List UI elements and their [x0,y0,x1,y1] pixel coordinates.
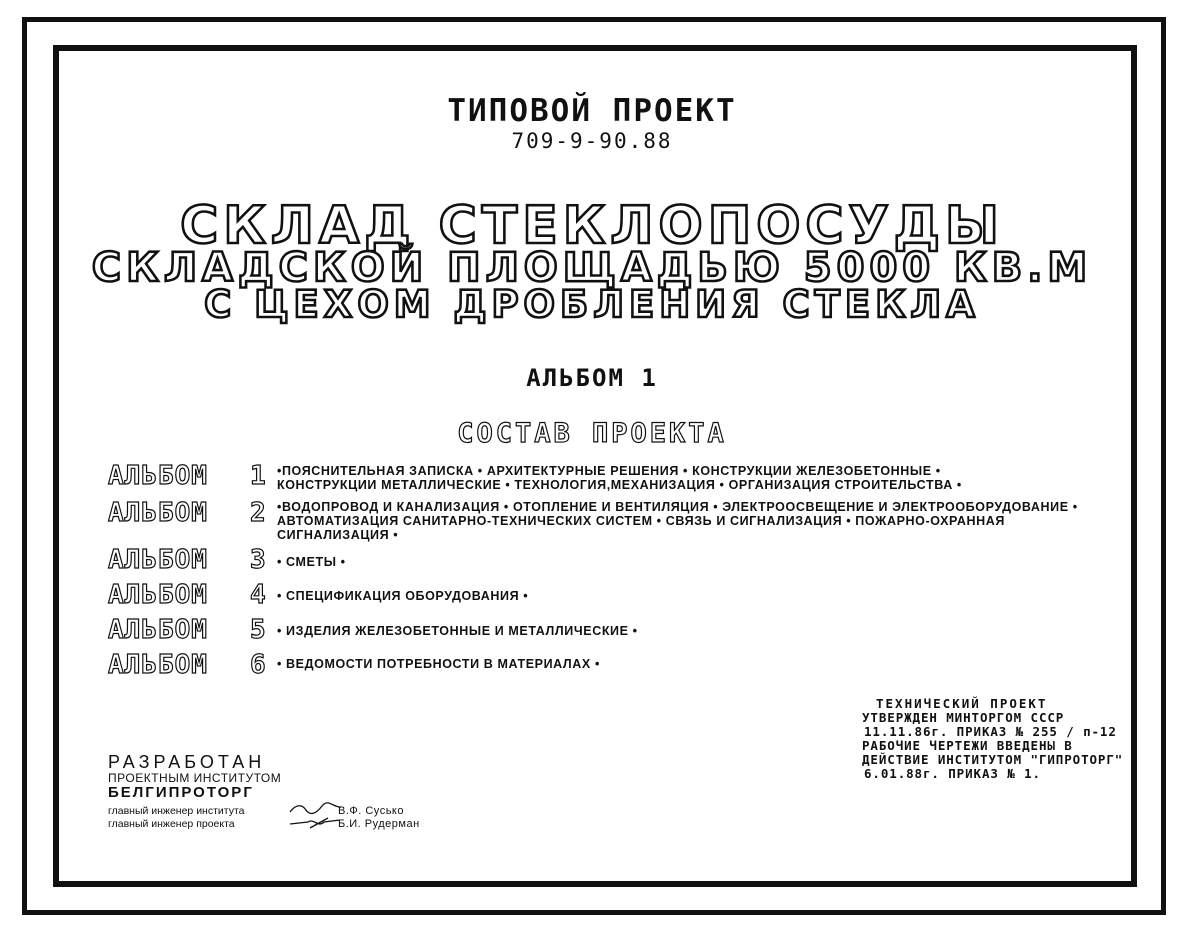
album-desc-line: • СМЕТЫ • [277,555,346,569]
album-label: АЛЬБОМ [108,615,208,645]
approval-line: УТВЕРЖДЕН МИНТОРГОМ СССР [862,710,1065,725]
album-description [277,555,1097,569]
album-number: 5 [250,615,266,645]
album-label: АЛЬБОМ [108,650,208,680]
album-description [277,464,1097,492]
album-label: АЛЬБОМ [108,580,208,610]
album-desc-line: КОНСТРУКЦИИ МЕТАЛЛИЧЕСКИЕ • ТЕХНОЛОГИЯ,МЕХАНИЗАЦИЯ • ОРГАНИЗАЦИЯ СТРОИТЕЛЬСТВА • [277,478,962,492]
developer-institute-name: БЕЛГИПРОТОРГ [108,784,254,801]
album-number: 3 [250,545,266,575]
album-desc-line: •ПОЯСНИТЕЛЬНАЯ ЗАПИСКА • АРХИТЕКТУРНЫЕ РЕШЕНИЯ • КОНСТРУКЦИИ ЖЕЛЕЗОБЕТОННЫЕ • [277,464,941,478]
album-desc-line: •ВОДОПРОВОД И КАНАЛИЗАЦИЯ • ОТОПЛЕНИЕ И ВЕНТИЛЯЦИЯ • ЭЛЕКТРООСВЕЩЕНИЕ И ЭЛЕКТРООБОРУДОВАНИЕ • [277,500,1078,514]
signature-role: главный инженер проекта [108,818,235,830]
signature-role: главный инженер института [108,805,245,817]
album-label: АЛЬБОМ [108,545,208,575]
album-description [277,624,1097,638]
album-title: АЛЬБОМ 1 [526,364,658,392]
project-type: ТИПОВОЙ ПРОЕКТ [447,93,737,129]
approval-line: РАБОЧИЕ ЧЕРТЕЖИ ВВЕДЕНЫ В [862,738,1073,753]
album-number: 6 [250,650,266,680]
signature-name: Б.И. Рудерман [338,818,420,830]
album-number: 1 [250,461,266,491]
project-number: 709-9-90.88 [511,129,673,153]
album-label: АЛЬБОМ [108,498,208,528]
composition-title: СОСТАВ ПРОЕКТА [457,418,727,449]
approval-block [862,697,1123,781]
album-desc-line: СИГНАЛИЗАЦИЯ • [277,528,399,542]
signature-name: В.Ф. Сусько [338,805,404,817]
approval-line: 6.01.88г. ПРИКАЗ № 1. [864,766,1041,781]
title-line-1: СКЛАД СТЕКЛОПОСУДЫ [180,196,1004,256]
album-desc-line: • ВЕДОМОСТИ ПОТРЕБНОСТИ В МАТЕРИАЛАХ • [277,657,600,671]
album-number: 4 [250,580,266,610]
album-number: 2 [250,498,266,528]
album-description [277,500,1097,542]
album-description [277,657,1097,671]
signature-scribble-icon [288,816,343,830]
album-description [277,589,1097,603]
signature-row [108,805,404,817]
title-line-2: СКЛАДСКОЙ ПЛОЩАДЬЮ 5000 КВ.М [91,245,1093,291]
approval-line: ТЕХНИЧЕСКИЙ ПРОЕКТ [876,696,1048,711]
signature-scribble-icon [288,802,343,816]
album-label: АЛЬБОМ [108,461,208,491]
developer-institute-label: ПРОЕКТНЫМ ИНСТИТУТОМ [108,771,282,785]
album-desc-line: АВТОМАТИЗАЦИЯ САНИТАРНО-ТЕХНИЧЕСКИХ СИСТЕМ • СВЯЗЬ И СИГНАЛИЗАЦИЯ • ПОЖАРНО-ОХРАННАЯ [277,514,1005,528]
album-desc-line: • СПЕЦИФИКАЦИЯ ОБОРУДОВАНИЯ • [277,589,529,603]
signature-row [108,818,420,830]
developed-by: РАЗРАБОТАН [108,752,266,772]
title-line-3: С ЦЕХОМ ДРОБЛЕНИЯ СТЕКЛА [204,283,980,326]
album-desc-line: • ИЗДЕЛИЯ ЖЕЛЕЗОБЕТОННЫЕ И МЕТАЛЛИЧЕСКИЕ • [277,624,638,638]
approval-line: 11.11.86г. ПРИКАЗ № 255 / п-12 [864,724,1117,739]
approval-line: ДЕЙСТВИЕ ИНСТИТУТОМ "ГИПРОТОРГ" [862,752,1124,767]
